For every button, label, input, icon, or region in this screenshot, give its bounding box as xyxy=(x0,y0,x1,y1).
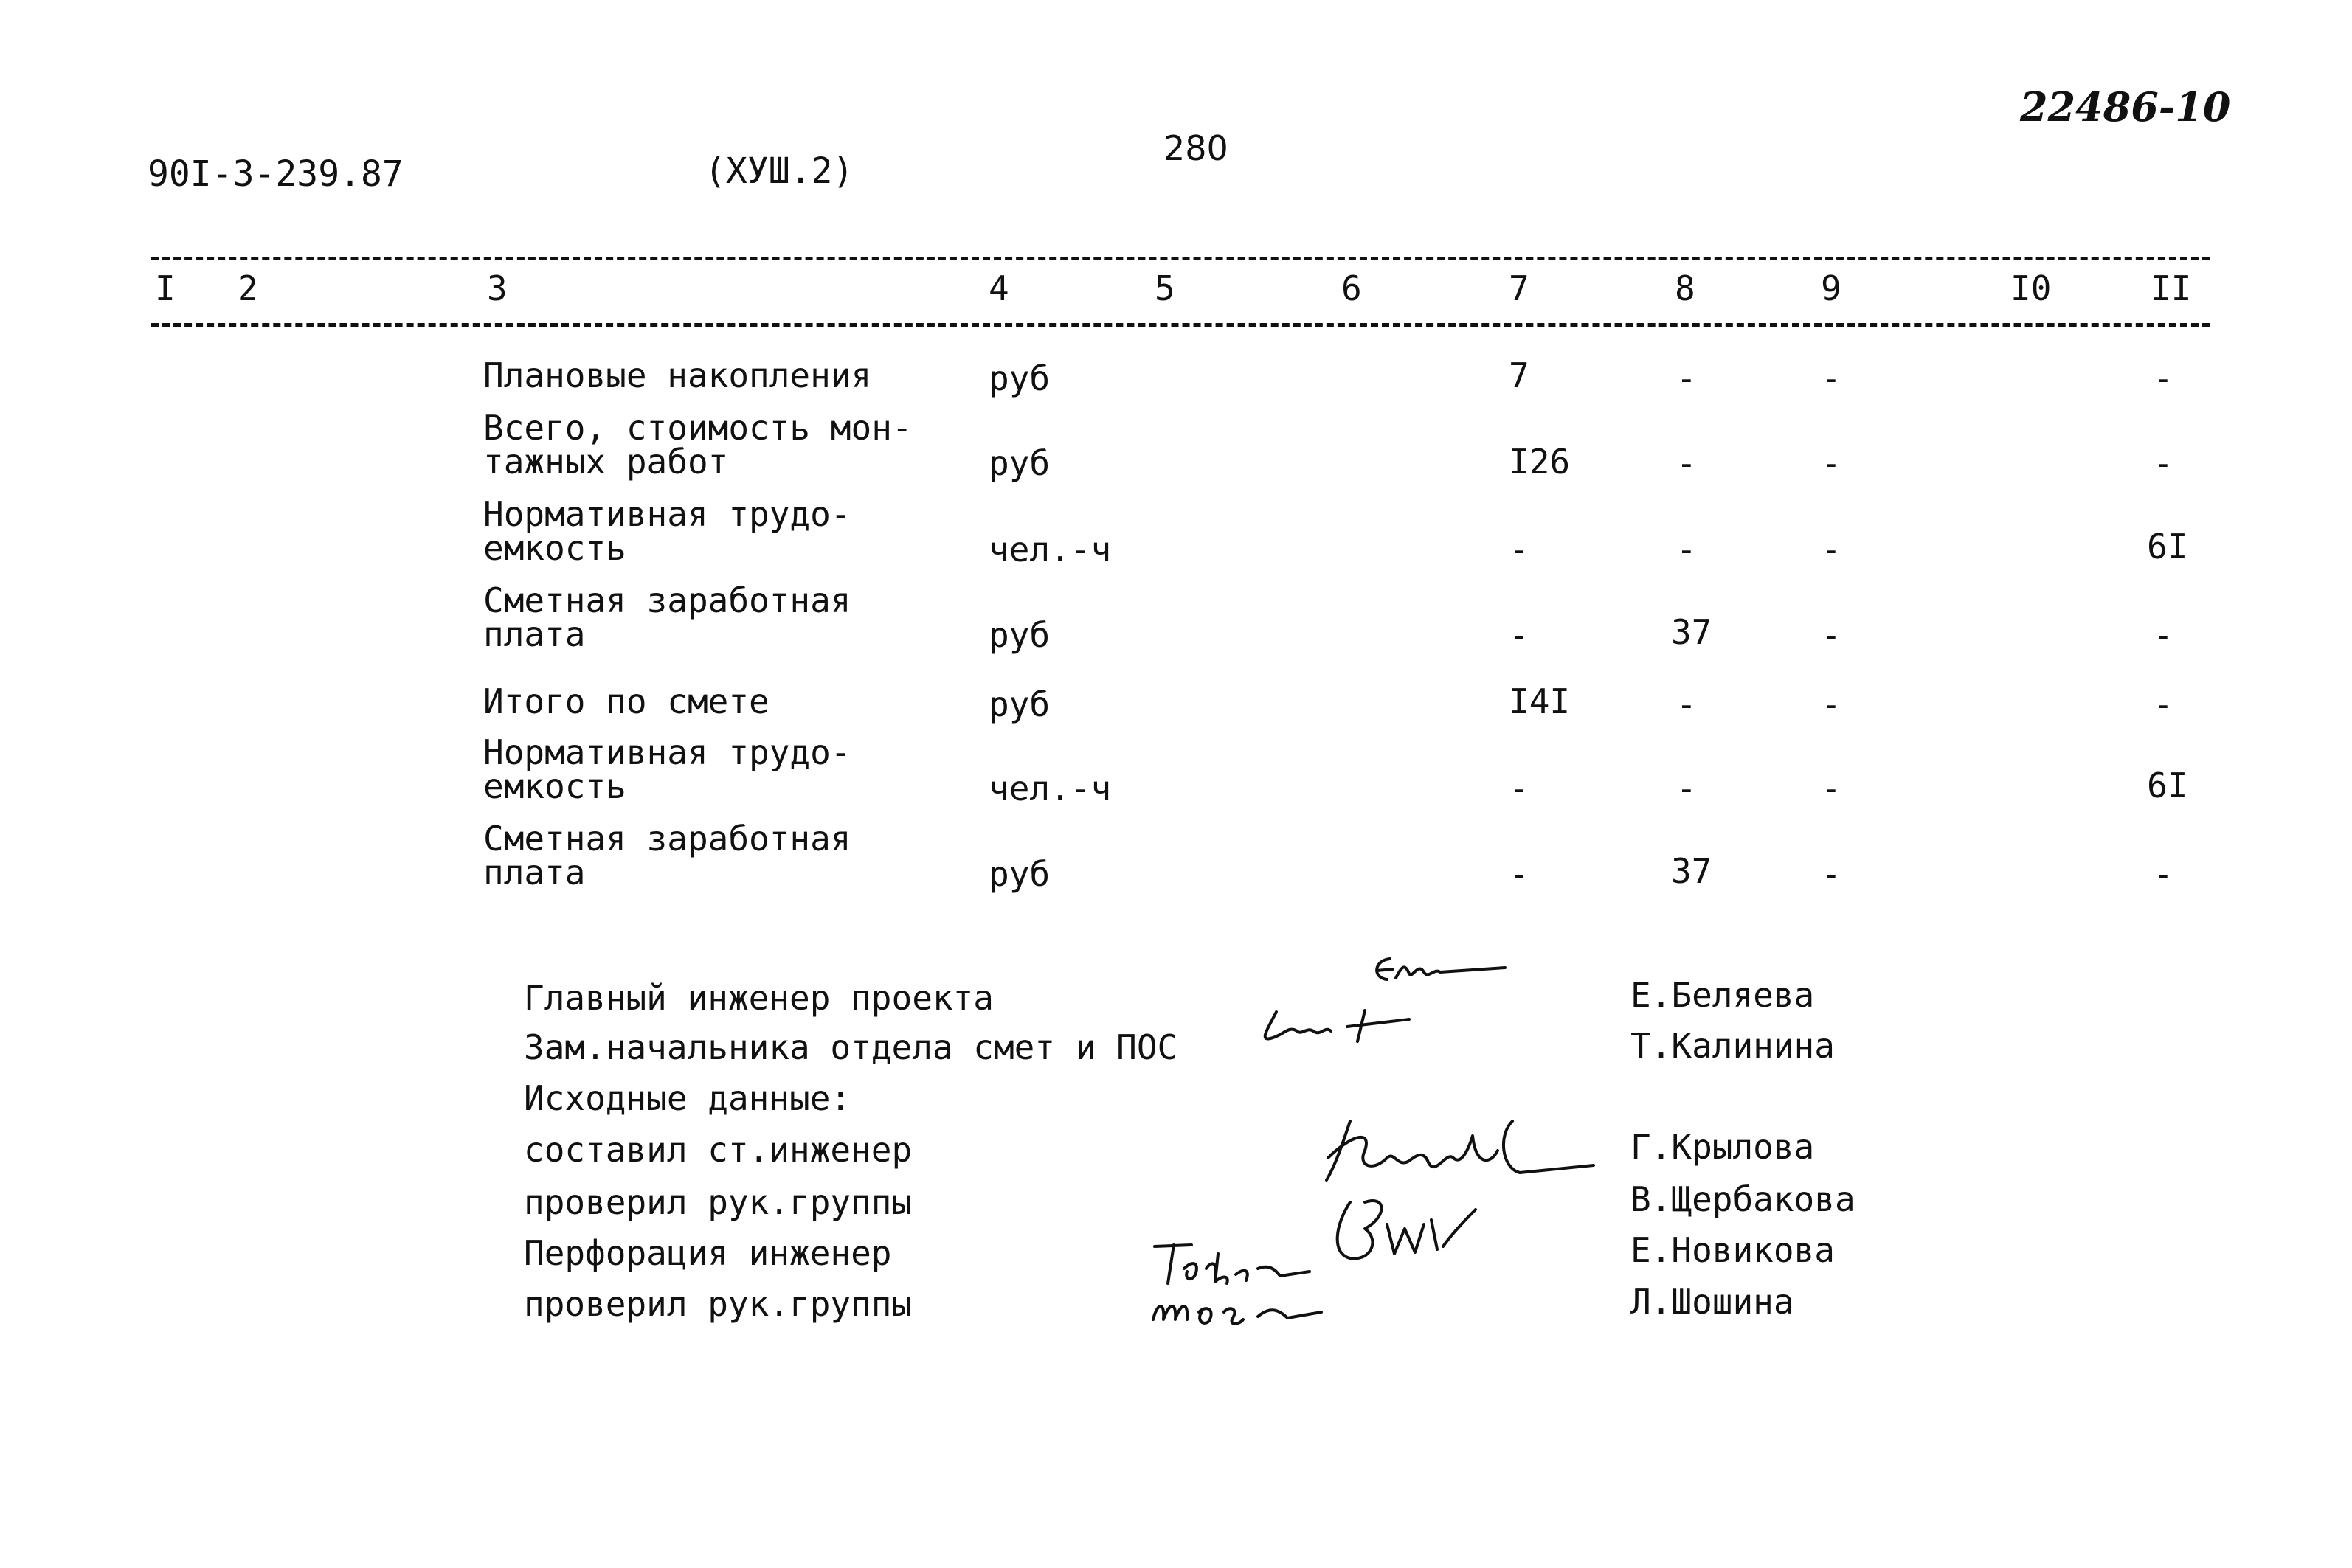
row-col8: - xyxy=(1676,684,1697,724)
row-col9: - xyxy=(1821,854,1841,894)
column-header-5: 5 xyxy=(1155,268,1175,308)
row-col8: - xyxy=(1676,358,1697,398)
row-col9: - xyxy=(1821,684,1841,724)
row-col8: 37 xyxy=(1671,851,1712,891)
row-col11: - xyxy=(2153,443,2173,483)
row-item-name: Итого по смете xyxy=(483,681,769,721)
signature-person: Л.Шошина xyxy=(1630,1282,1794,1322)
row-col9: - xyxy=(1821,615,1841,655)
row-col9: - xyxy=(1821,358,1841,398)
row-col11: - xyxy=(2153,615,2173,655)
row-item-name: Сметная заработная плата xyxy=(483,580,851,654)
signature-role: составил ст.инженер xyxy=(524,1130,913,1170)
row-col7: I26 xyxy=(1509,442,1571,482)
signature-handwritten xyxy=(1147,1239,1317,1291)
row-item-name: Всего, стоимость мон- тажных работ xyxy=(483,408,913,482)
row-item-name: Нормативная трудо- емкость xyxy=(483,732,851,806)
section-code: (ХУШ.2) xyxy=(705,150,854,192)
column-header-4: 4 xyxy=(989,268,1009,308)
signature-person: Г.Крылова xyxy=(1630,1127,1815,1167)
row-col7: - xyxy=(1509,615,1529,655)
signature-role: Главный инженер проекта xyxy=(524,978,994,1018)
row-col9: - xyxy=(1821,769,1841,808)
column-header-7: 7 xyxy=(1509,268,1529,308)
table-header-top-rule xyxy=(151,257,2210,260)
signature-role: проверил рук.группы xyxy=(524,1182,913,1222)
row-unit: чел.-ч xyxy=(989,769,1112,808)
row-col7: - xyxy=(1509,530,1529,569)
column-header-3: 3 xyxy=(487,268,508,308)
row-unit: руб xyxy=(989,443,1051,483)
page-number: 280 xyxy=(1163,128,1228,168)
signature-handwritten xyxy=(1321,1106,1601,1195)
row-item-name: Сметная заработная плата xyxy=(483,819,851,892)
row-unit: руб xyxy=(989,358,1051,398)
row-col7: - xyxy=(1509,854,1529,894)
row-unit: чел.-ч xyxy=(989,530,1112,569)
row-col11: - xyxy=(2153,358,2173,398)
signature-role: Перфорация инженер xyxy=(524,1233,892,1273)
signature-person: Т.Калинина xyxy=(1630,1026,1835,1066)
signature-role: Исходные данные: xyxy=(524,1078,851,1118)
table-header-bottom-rule xyxy=(151,323,2210,327)
row-col7: I4I xyxy=(1509,681,1571,721)
row-unit: руб xyxy=(989,854,1051,894)
column-header-8: 8 xyxy=(1675,268,1695,308)
column-header-10: I0 xyxy=(2010,268,2052,308)
signature-person: В.Щербакова xyxy=(1630,1179,1855,1219)
column-header-1: I xyxy=(155,268,176,308)
signature-person: Е.Беляева xyxy=(1630,975,1815,1015)
column-header-11: II xyxy=(2151,268,2192,308)
signature-person: Е.Новикова xyxy=(1630,1230,1835,1270)
row-unit: руб xyxy=(989,615,1051,655)
row-col9: - xyxy=(1821,530,1841,569)
archive-number-handwritten: 22486-10 xyxy=(2020,83,2231,131)
row-col9: - xyxy=(1821,443,1841,483)
row-col8: - xyxy=(1676,769,1697,808)
document-code: 90I-3-239.87 xyxy=(148,153,404,195)
row-col7: - xyxy=(1509,769,1529,808)
column-header-9: 9 xyxy=(1821,268,1841,308)
row-col8: - xyxy=(1676,530,1697,569)
row-col11: 6I xyxy=(2147,527,2188,566)
signature-handwritten xyxy=(1254,1005,1417,1049)
row-col11: 6I xyxy=(2147,766,2188,805)
column-header-6: 6 xyxy=(1341,268,1362,308)
row-item-name: Нормативная трудо- емкость xyxy=(483,494,851,568)
row-col7: 7 xyxy=(1509,355,1529,395)
row-col8: - xyxy=(1676,443,1697,483)
row-item-name: Плановые накопления xyxy=(483,355,872,395)
row-col11: - xyxy=(2153,854,2173,894)
signature-role: Зам.начальника отдела смет и ПОС xyxy=(524,1027,1178,1067)
signature-handwritten xyxy=(1357,951,1505,996)
row-unit: руб xyxy=(989,684,1051,724)
row-col11: - xyxy=(2153,684,2173,724)
signature-handwritten xyxy=(1328,1187,1498,1269)
signature-handwritten xyxy=(1147,1287,1324,1331)
row-col8: 37 xyxy=(1671,612,1712,652)
signature-role: проверил рук.группы xyxy=(524,1284,913,1324)
column-header-2: 2 xyxy=(238,268,258,308)
